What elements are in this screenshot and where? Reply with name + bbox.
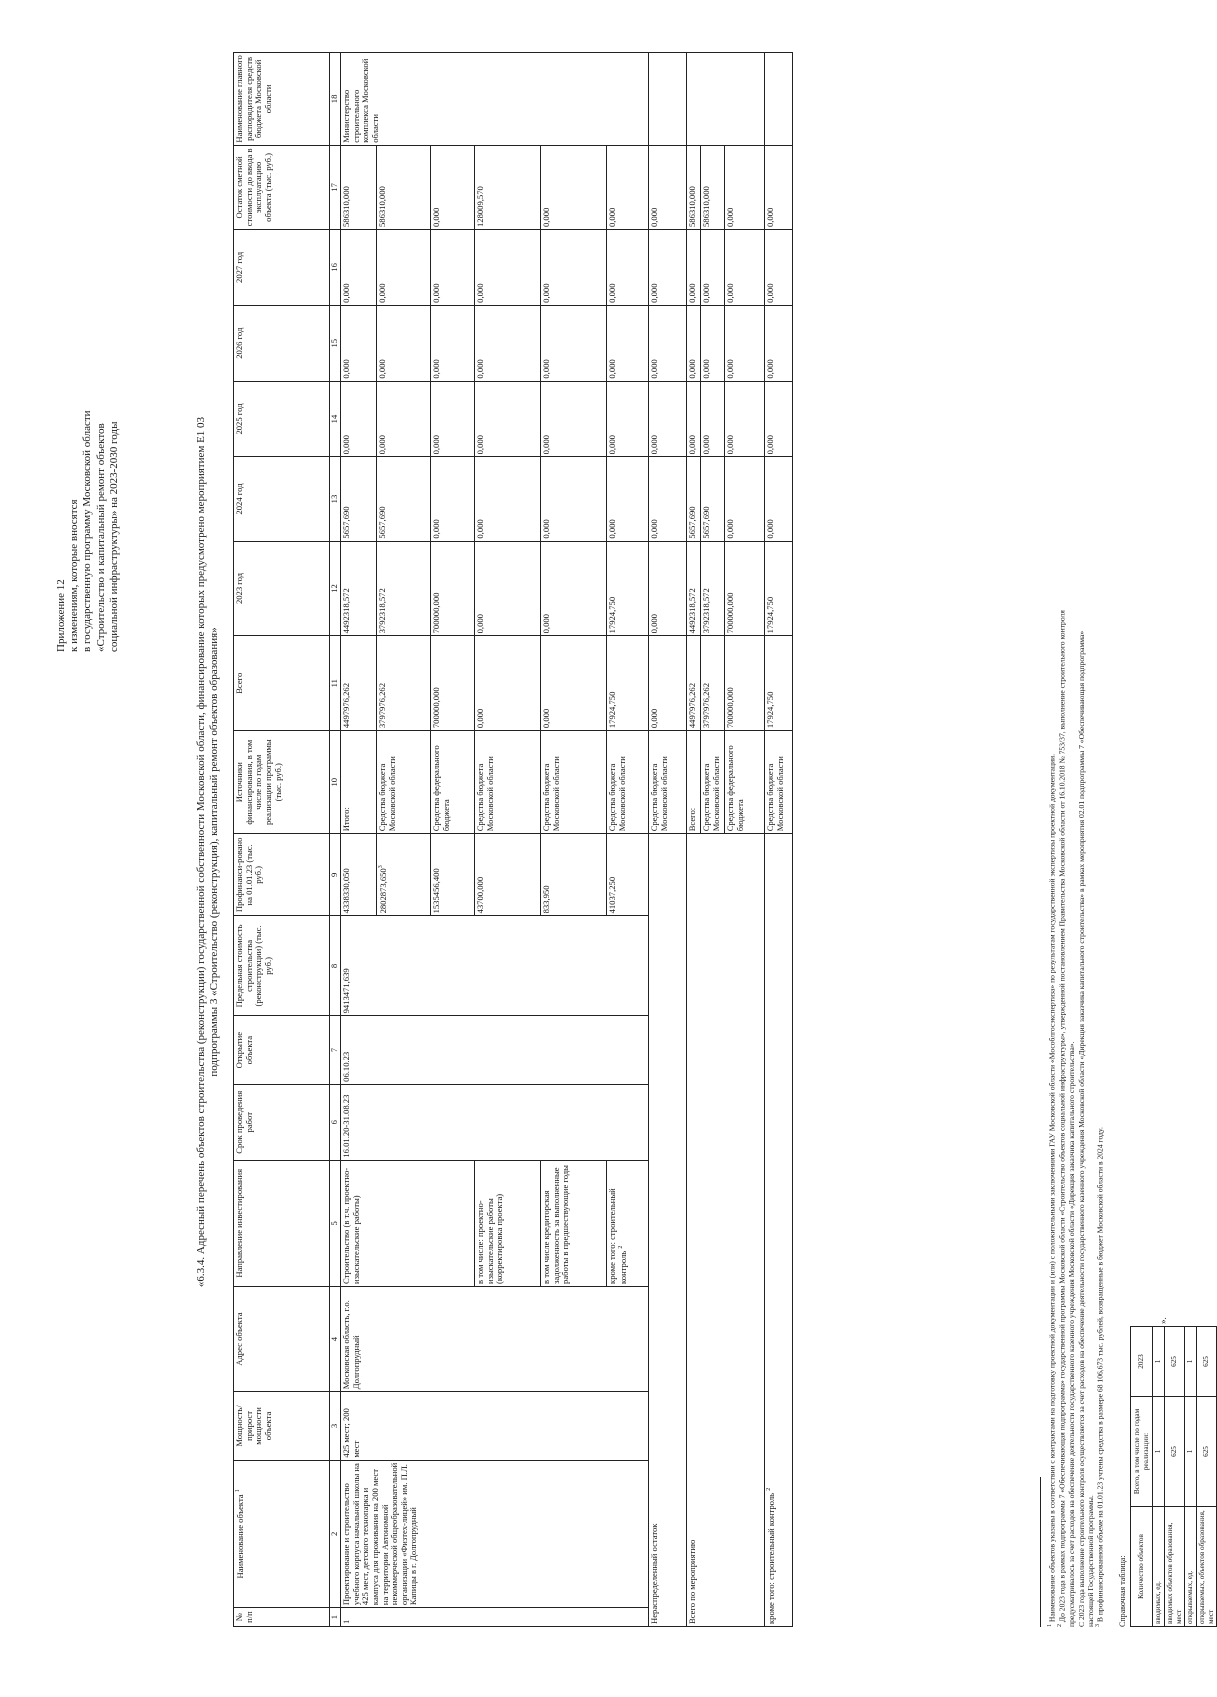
value-cell: 0,000 — [649, 636, 687, 731]
source-cell: Средства бюджета Московской области — [649, 731, 687, 834]
value-cell: 0,000 — [687, 230, 701, 306]
value-cell: 0,000 — [541, 230, 607, 306]
value-cell: 0,000 — [725, 145, 765, 229]
reference-table — [1130, 1326, 1217, 1627]
value-cell: 0,000 — [649, 457, 687, 541]
header-2026: 2026 год — [234, 305, 330, 381]
column-number: 6 — [330, 1084, 341, 1160]
table-row — [687, 53, 701, 1627]
budget-manager: Министерство строительного комплекса Московской области — [341, 53, 649, 146]
source-cell: Средства федерального бюджета — [725, 731, 765, 834]
value-cell: 0,000 — [701, 305, 725, 381]
value-cell: 5657,690 — [687, 457, 701, 541]
reference-year-value: 1 — [1185, 1327, 1197, 1397]
value-cell: 0,000 — [475, 305, 541, 381]
value-cell: 0,000 — [475, 457, 541, 541]
header-num: № п/п — [234, 1608, 330, 1627]
object-capacity: 425 мест; 200 мест — [341, 1392, 649, 1460]
value-cell: 0,000 — [541, 541, 607, 636]
column-number: 2 — [330, 1460, 341, 1607]
object-financed-fed: 1535456,400 — [431, 834, 475, 916]
column-number: 11 — [330, 636, 341, 731]
column-number: 10 — [330, 731, 341, 834]
value-cell: 0,000 — [765, 305, 793, 381]
value-cell: 0,000 — [475, 636, 541, 731]
header-address: Адрес объекта — [234, 1286, 330, 1391]
value-cell: 586310,000 — [701, 145, 725, 229]
object-limit-cost: 9413471,639 — [341, 916, 649, 1016]
footnotes — [1040, 52, 1106, 1627]
reference-row — [1165, 1327, 1185, 1627]
value-cell: 0,000 — [541, 381, 607, 457]
value-cell: 0,000 — [649, 541, 687, 636]
value-cell: 0,000 — [541, 636, 607, 731]
value-cell: 0,000 — [765, 381, 793, 457]
reference-year-value: 625 — [1165, 1327, 1185, 1397]
value-cell: 0,000 — [341, 381, 377, 457]
column-number: 12 — [330, 541, 341, 636]
header-object-name: Наименование объекта $^1$ — [234, 1460, 330, 1607]
value-cell: 4497976,262 — [341, 636, 377, 731]
object-financed-total: 4338330,050 — [341, 834, 377, 916]
object-direction: Строительство (в т.ч. проектно-изыскательские работы) — [341, 1160, 475, 1286]
value-cell: 0,000 — [431, 230, 475, 306]
column-number: 1 — [330, 1608, 341, 1627]
value-cell: 0,000 — [725, 230, 765, 306]
empty-cell — [649, 53, 687, 146]
reference-total: 625 — [1165, 1397, 1185, 1507]
design-financed: 43700,000 — [475, 834, 541, 916]
value-cell: 0,000 — [607, 230, 649, 306]
table-row — [341, 53, 377, 1627]
value-cell: 0,000 — [725, 381, 765, 457]
value-cell: 3792318,572 — [701, 541, 725, 636]
value-cell: 0,000 — [607, 145, 649, 229]
column-number: 15 — [330, 305, 341, 381]
value-cell: 0,000 — [765, 457, 793, 541]
table-header-row — [234, 53, 330, 1627]
value-cell: 0,000 — [341, 305, 377, 381]
column-number: 13 — [330, 457, 341, 541]
value-cell: 0,000 — [541, 457, 607, 541]
address-list-table — [233, 52, 793, 1627]
source-cell: Средства бюджета Московской области — [377, 731, 431, 834]
reference-year-value: 1 — [1153, 1327, 1165, 1397]
appendix-line: социальной инфраструктуры» на 2023-2030 годы — [107, 421, 120, 652]
value-cell: 5657,690 — [377, 457, 431, 541]
reference-row — [1185, 1327, 1197, 1627]
value-cell: 700000,000 — [431, 636, 475, 731]
header-financed: Профинанси-ровано на 01.01.23 (тыс. руб.) — [234, 834, 330, 916]
source-cell: Средства бюджета Московской области — [541, 731, 607, 834]
column-number: 9 — [330, 834, 341, 916]
appendix-line: «Строительство и капитальный ремонт объектов — [94, 423, 107, 652]
value-cell: 0,000 — [475, 381, 541, 457]
value-cell: 700000,000 — [431, 541, 475, 636]
control-financed: 41037,250 — [607, 834, 649, 916]
table-row — [765, 53, 793, 1627]
source-cell: Средства бюджета Московской области — [475, 731, 541, 834]
header-direction: Направление инвестирования — [234, 1160, 330, 1286]
header-sources: Источники финансирования, в том числе по годам реализации программы (тыс. руб.) — [234, 731, 330, 834]
value-cell: 0,000 — [607, 457, 649, 541]
source-cell: Средства бюджета Московской области — [701, 731, 725, 834]
value-cell: 128009,570 — [475, 145, 541, 229]
reference-row — [1153, 1327, 1165, 1627]
column-number: 17 — [330, 145, 341, 229]
header-total: Всего — [234, 636, 330, 731]
reference-row — [1197, 1327, 1217, 1627]
header-budget-manager: Наименование главного распорядителя средств бюджета Московской области — [234, 53, 330, 146]
header-capacity: Мощность/ прирост мощности объекта — [234, 1392, 330, 1460]
object-address: Московская область, г.о. Долгопрудный — [341, 1286, 649, 1391]
value-cell: 0,000 — [701, 230, 725, 306]
reference-name: вводимых, ед. — [1153, 1507, 1165, 1627]
reference-name: открываемых, объектов образования, мест — [1197, 1507, 1217, 1627]
value-cell: 0,000 — [377, 381, 431, 457]
source-cell: Средства бюджета Московской области — [607, 731, 649, 834]
value-cell: 700000,000 — [725, 541, 765, 636]
header-period: Срок проведения работ — [234, 1084, 330, 1160]
column-number: 7 — [330, 1016, 341, 1084]
value-cell: 0,000 — [475, 541, 541, 636]
footnote-2: $^2$ До 2023 года в рамках подпрограммы 7 «Обеспечивающая подпрограмма» государственной программы Московской области «Строительство объектов социальной инфраструктуры», утвержденной постановлением Правительства Московской области от 16.10.2018 № 753/37, выполнение строительного контроля — [1057, 610, 1067, 1627]
value-cell: 4492318,572 — [341, 541, 377, 636]
header-2024: 2024 год — [234, 457, 330, 541]
value-cell: 586310,000 — [341, 145, 377, 229]
reference-table-caption: Справочная таблица: — [1118, 1555, 1127, 1627]
value-cell: 0,000 — [765, 230, 793, 306]
appendix-line: в государственную программу Московской области — [81, 410, 94, 652]
direction-credit: в том числе кредиторская задолженность за выполненные работы в предшествующие годы — [541, 1160, 607, 1286]
object-period: 16.01.20-31.08.23 — [341, 1084, 649, 1160]
value-cell: 17924,750 — [765, 541, 793, 636]
credit-financed: 833,950 — [541, 834, 607, 916]
object-financed-mo: 2802873,650$^3$ — [377, 834, 431, 916]
source-cell: Средства бюджета Московской области — [765, 731, 793, 834]
object-number: 1 — [341, 1608, 649, 1627]
value-cell: 5657,690 — [701, 457, 725, 541]
unallocated-label: Нераспределенный остаток — [649, 834, 687, 1627]
source-cell: Итого: — [341, 731, 377, 834]
control-total-label: кроме того: строительный контроль $^2$ — [765, 834, 793, 1627]
value-cell: 17924,750 — [607, 636, 649, 731]
value-cell: 586310,000 — [377, 145, 431, 229]
header-remaining-cost: Остаток сметной стоимости до ввода в эксплуатацию объекта (тыс. руб.) — [234, 145, 330, 229]
table-row — [649, 53, 687, 1627]
column-number: 14 — [330, 381, 341, 457]
footnote-1: $^1$ Наименование объектов указаны в соответствии с контрактами на подготовку проектной документации и (или) с положительными заключениями ГАУ Московской области «Мособлгосэкспертиза» по результатам государственной экспертизы проектной документации. — [1047, 754, 1057, 1627]
value-cell: 0,000 — [341, 230, 377, 306]
empty-cell — [687, 53, 765, 146]
value-cell: 0,000 — [431, 381, 475, 457]
reference-header-name: Количество объектов — [1131, 1507, 1153, 1627]
header-2025: 2025 год — [234, 381, 330, 457]
reference-name: вводимых объектов образования, мест — [1165, 1507, 1185, 1627]
column-number: 4 — [330, 1286, 341, 1391]
header-2023: 2023 год — [234, 541, 330, 636]
column-number: 8 — [330, 916, 341, 1016]
value-cell: 0,000 — [649, 305, 687, 381]
value-cell: 0,000 — [649, 145, 687, 229]
value-cell: 0,000 — [377, 230, 431, 306]
reference-year-value: 625 — [1197, 1327, 1217, 1397]
document-title — [195, 237, 221, 1467]
value-cell: 0,000 — [431, 145, 475, 229]
footnote-3: $^3$ В профинансированном объеме на 01.01.23 учтены средства в размере 68 106,673 тыс. рублей, возвращенные в бюджет Московской области в 2024 году. — [1095, 1127, 1106, 1627]
header-2027: 2027 год — [234, 230, 330, 306]
value-cell: 586310,000 — [687, 145, 701, 229]
column-number-row — [330, 53, 341, 1627]
value-cell: 0,000 — [541, 145, 607, 229]
footnote-divider — [1040, 1477, 1041, 1627]
value-cell: 17924,750 — [607, 541, 649, 636]
closing-quote-mark: ». — [1158, 1317, 1168, 1324]
value-cell: 17924,750 — [765, 636, 793, 731]
direction-design: в том числе: проектно-изыскательские работы (корректировка проекта) — [475, 1160, 541, 1286]
value-cell: 0,000 — [541, 305, 607, 381]
value-cell: 0,000 — [687, 305, 701, 381]
footnote-2-cont: предусматривалось за счет расходов на обеспечение деятельности государственного казенного учреждения Московской области «Дирекция заказчика капитального строительства». — [1067, 1041, 1077, 1627]
object-opening: 06.10.23 — [341, 1016, 649, 1084]
column-number: 3 — [330, 1392, 341, 1460]
value-cell: 4492318,572 — [687, 541, 701, 636]
column-number: 5 — [330, 1160, 341, 1286]
document-title-line: «6.3.4. Адресный перечень объектов строительства (реконструкции) государственной собственности Московской области, финансирование которых предусмотрено мероприятием Е1 03 — [195, 416, 207, 1288]
value-cell: 0,000 — [607, 381, 649, 457]
value-cell: 0,000 — [607, 305, 649, 381]
direction-control: кроме того: строительный контроль $^2$ — [607, 1160, 649, 1286]
value-cell: 700000,000 — [725, 636, 765, 731]
reference-header-year: 2023 — [1131, 1327, 1153, 1397]
document-title-line: подпрограммы 3 «Строительство (реконструкция), капитальный ремонт объектов образования» — [208, 627, 221, 1077]
value-cell: 0,000 — [431, 305, 475, 381]
value-cell: 0,000 — [687, 381, 701, 457]
reference-header-total: Всего, в том числе по годам реализации: — [1131, 1397, 1153, 1507]
event-total-label: Всего по мероприятию — [687, 834, 765, 1627]
value-cell: 3797976,262 — [377, 636, 431, 731]
value-cell: 4497976,262 — [687, 636, 701, 731]
footnote-2-cont: настоящей Государственной программы. — [1086, 1495, 1095, 1627]
empty-cell — [765, 53, 793, 146]
reference-total: 1 — [1153, 1397, 1165, 1507]
source-cell: Всего: — [687, 731, 701, 834]
value-cell: 0,000 — [725, 457, 765, 541]
source-cell: Средства федерального бюджета — [431, 731, 475, 834]
reference-total: 1 — [1185, 1397, 1197, 1507]
footnote-2-cont: С 2023 года выполнение строительного контроля осуществляется за счет расходов на обеспечение деятельности государственного казенного учреждения Московской области «Дирекция заказчика капитального строительства» в рамках мероприятия 02.01 подпрограммы 7 «Обеспечивающая подпрограмма» — [1076, 630, 1086, 1627]
reference-total: 625 — [1197, 1397, 1217, 1507]
appendix-title: Приложение 12 — [55, 579, 67, 652]
reference-header-row — [1131, 1327, 1153, 1627]
appendix-header — [55, 132, 121, 652]
reference-name: открываемых, ед. — [1185, 1507, 1197, 1627]
value-cell: 0,000 — [649, 230, 687, 306]
column-number: 18 — [330, 53, 341, 146]
value-cell: 0,000 — [649, 381, 687, 457]
header-opening: Открытие объекта — [234, 1016, 330, 1084]
value-cell: 0,000 — [475, 230, 541, 306]
value-cell: 3797976,262 — [701, 636, 725, 731]
column-number: 16 — [330, 230, 341, 306]
value-cell: 0,000 — [765, 145, 793, 229]
object-name: Проектирование и строительство учебного корпуса начальной школы на 425 мест, детского технопарка и кампуса для проживания на 200 мест на территории Автономной некоммерческой общеобразовательной организации «Физтех-лицей» им. П.Л. Капицы в г. Долгопрудный — [341, 1460, 649, 1607]
value-cell: 0,000 — [377, 305, 431, 381]
value-cell: 5657,690 — [341, 457, 377, 541]
value-cell: 0,000 — [431, 457, 475, 541]
value-cell: 0,000 — [725, 305, 765, 381]
value-cell: 3792318,572 — [377, 541, 431, 636]
value-cell: 0,000 — [701, 381, 725, 457]
appendix-line: к изменениям, которые вносятся — [68, 499, 81, 652]
header-limit-cost: Предельная стоимость строительства (реконструкции) (тыс. руб.) — [234, 916, 330, 1016]
